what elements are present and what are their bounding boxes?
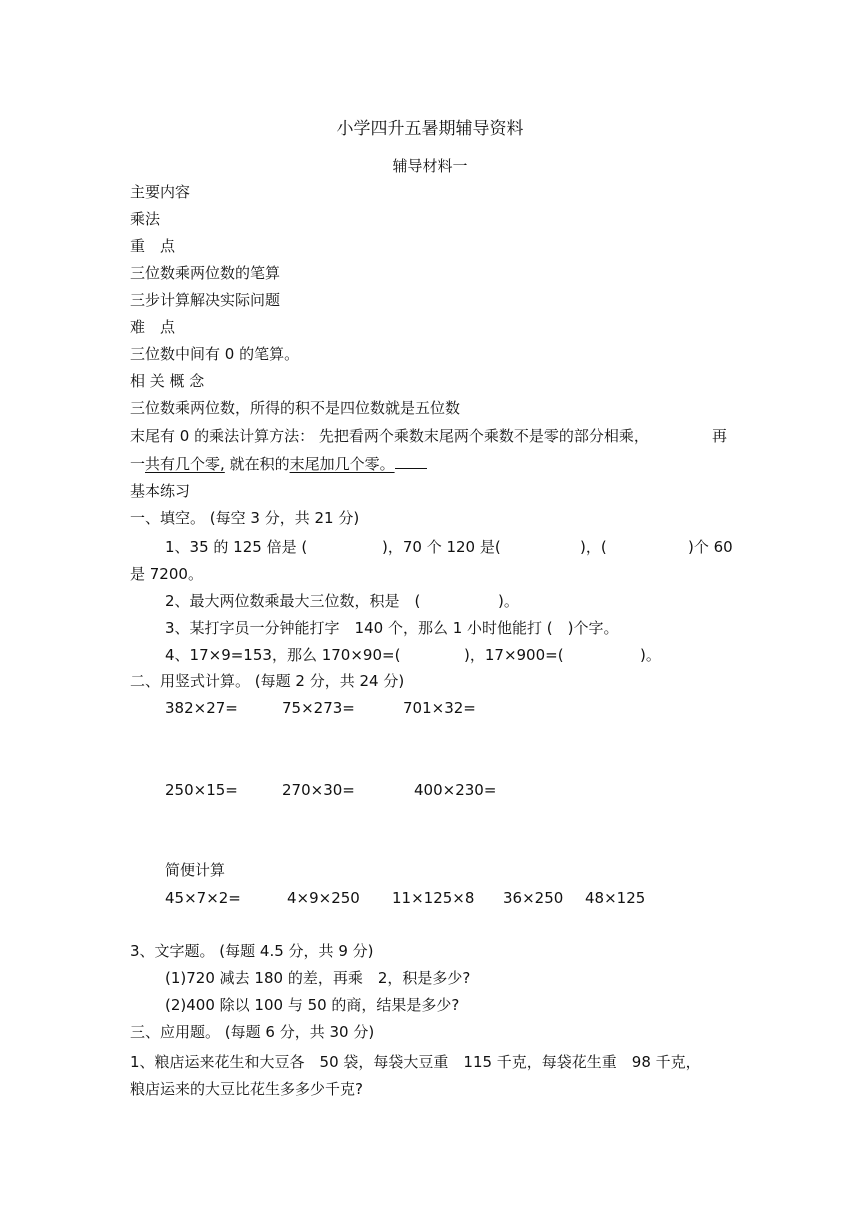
concept-2-text-a: 一 (130, 455, 146, 473)
section-4-heading: 三、应用题。 (每题 6 分，共 30 分) (130, 1023, 375, 1041)
difficult-point-1: 三位数中间有 0 的笔算。 (130, 345, 300, 363)
document-title: 小学四升五暑期辅导资料 (336, 119, 524, 139)
practice-label: 基本练习 (130, 482, 191, 500)
fill-q1-part-d: )个 60 (688, 538, 733, 556)
fill-q1-line-2: 是 7200。 (130, 565, 203, 583)
difficult-label: 难 点 (130, 318, 176, 336)
concept-2-underlined-a: 共有几个零, (145, 455, 225, 473)
concept-2-line-1-end: 再 (712, 427, 728, 445)
document-subtitle: 辅导材料一 (392, 157, 468, 175)
section-1-heading: 一、填空。 (每空 3 分，共 21 分) (130, 509, 360, 527)
key-point-1: 三位数乘两位数的笔算 (130, 264, 281, 282)
key-points-label: 重 点 (130, 237, 176, 255)
vertical-calc-2: 75×273= (282, 699, 355, 717)
concept-2-line-2 (130, 454, 427, 474)
key-point-2: 三步计算解决实际问题 (130, 291, 281, 309)
fill-q1-part-a: 1、35 的 125 倍是 ( (165, 538, 308, 556)
concept-1: 三位数乘两位数，所得的积不是四位数就是五位数 (130, 399, 461, 417)
underline-trail (395, 454, 427, 469)
concept-2-line-1: 末尾有 0 的乘法计算方法： 先把看两个乘数末尾两个乘数不是零的部分相乘， (130, 427, 649, 445)
word-problem-1: (1)720 减去 180 的差，再乘 2，积是多少? (165, 969, 471, 987)
section-3-heading: 3、文字题。 (每题 4.5 分，共 9 分) (130, 942, 374, 960)
simple-calc-1: 45×7×2= (165, 889, 241, 907)
fill-q4-part-a: 4、17×9=153，那么 170×90=( (165, 646, 401, 664)
concept-2-text-b: 就在积的 (224, 455, 290, 473)
vertical-calc-4: 250×15= (165, 781, 238, 799)
word-problem-2: (2)400 除以 100 与 50 的商，结果是多少? (165, 996, 460, 1014)
main-content-text: 乘法 (130, 210, 161, 228)
simple-calc-label: 简便计算 (165, 861, 226, 879)
fill-q2-part-a: 2、最大两位数乘最大三位数，积是 ( (165, 592, 421, 610)
section-2-heading: 二、用竖式计算。 (每题 2 分，共 24 分) (130, 672, 405, 690)
fill-q1-part-b: )，70 个 120 是( (382, 538, 501, 556)
vertical-calc-1: 382×27= (165, 699, 238, 717)
fill-q3: 3、某打字员一分钟能打字 140 个，那么 1 小时他能打 ( )个字。 (165, 619, 619, 637)
fill-q1-part-c: )，( (580, 538, 607, 556)
simple-calc-4: 36×250 (503, 889, 564, 907)
fill-q2-part-b: )。 (498, 592, 519, 610)
main-content-label: 主要内容 (130, 183, 191, 201)
simple-calc-3: 11×125×8 (392, 889, 475, 907)
vertical-calc-5: 270×30= (282, 781, 355, 799)
simple-calc-5: 48×125 (585, 889, 646, 907)
concept-2-underlined-b: 末尾加几个零。 (289, 455, 395, 473)
application-q1-line-2: 粮店运来的大豆比花生多多少千克? (130, 1080, 363, 1098)
fill-q4-part-c: )。 (640, 646, 661, 664)
application-q1-line-1: 1、粮店运来花生和大豆各 50 袋，每袋大豆重 115 千克，每袋花生重 98 千克， (130, 1053, 701, 1071)
vertical-calc-6: 400×230= (414, 781, 497, 799)
fill-q4-part-b: )，17×900=( (464, 646, 564, 664)
vertical-calc-3: 701×32= (403, 699, 476, 717)
simple-calc-2: 4×9×250 (287, 889, 360, 907)
concepts-label: 相 关 概 念 (130, 372, 205, 390)
